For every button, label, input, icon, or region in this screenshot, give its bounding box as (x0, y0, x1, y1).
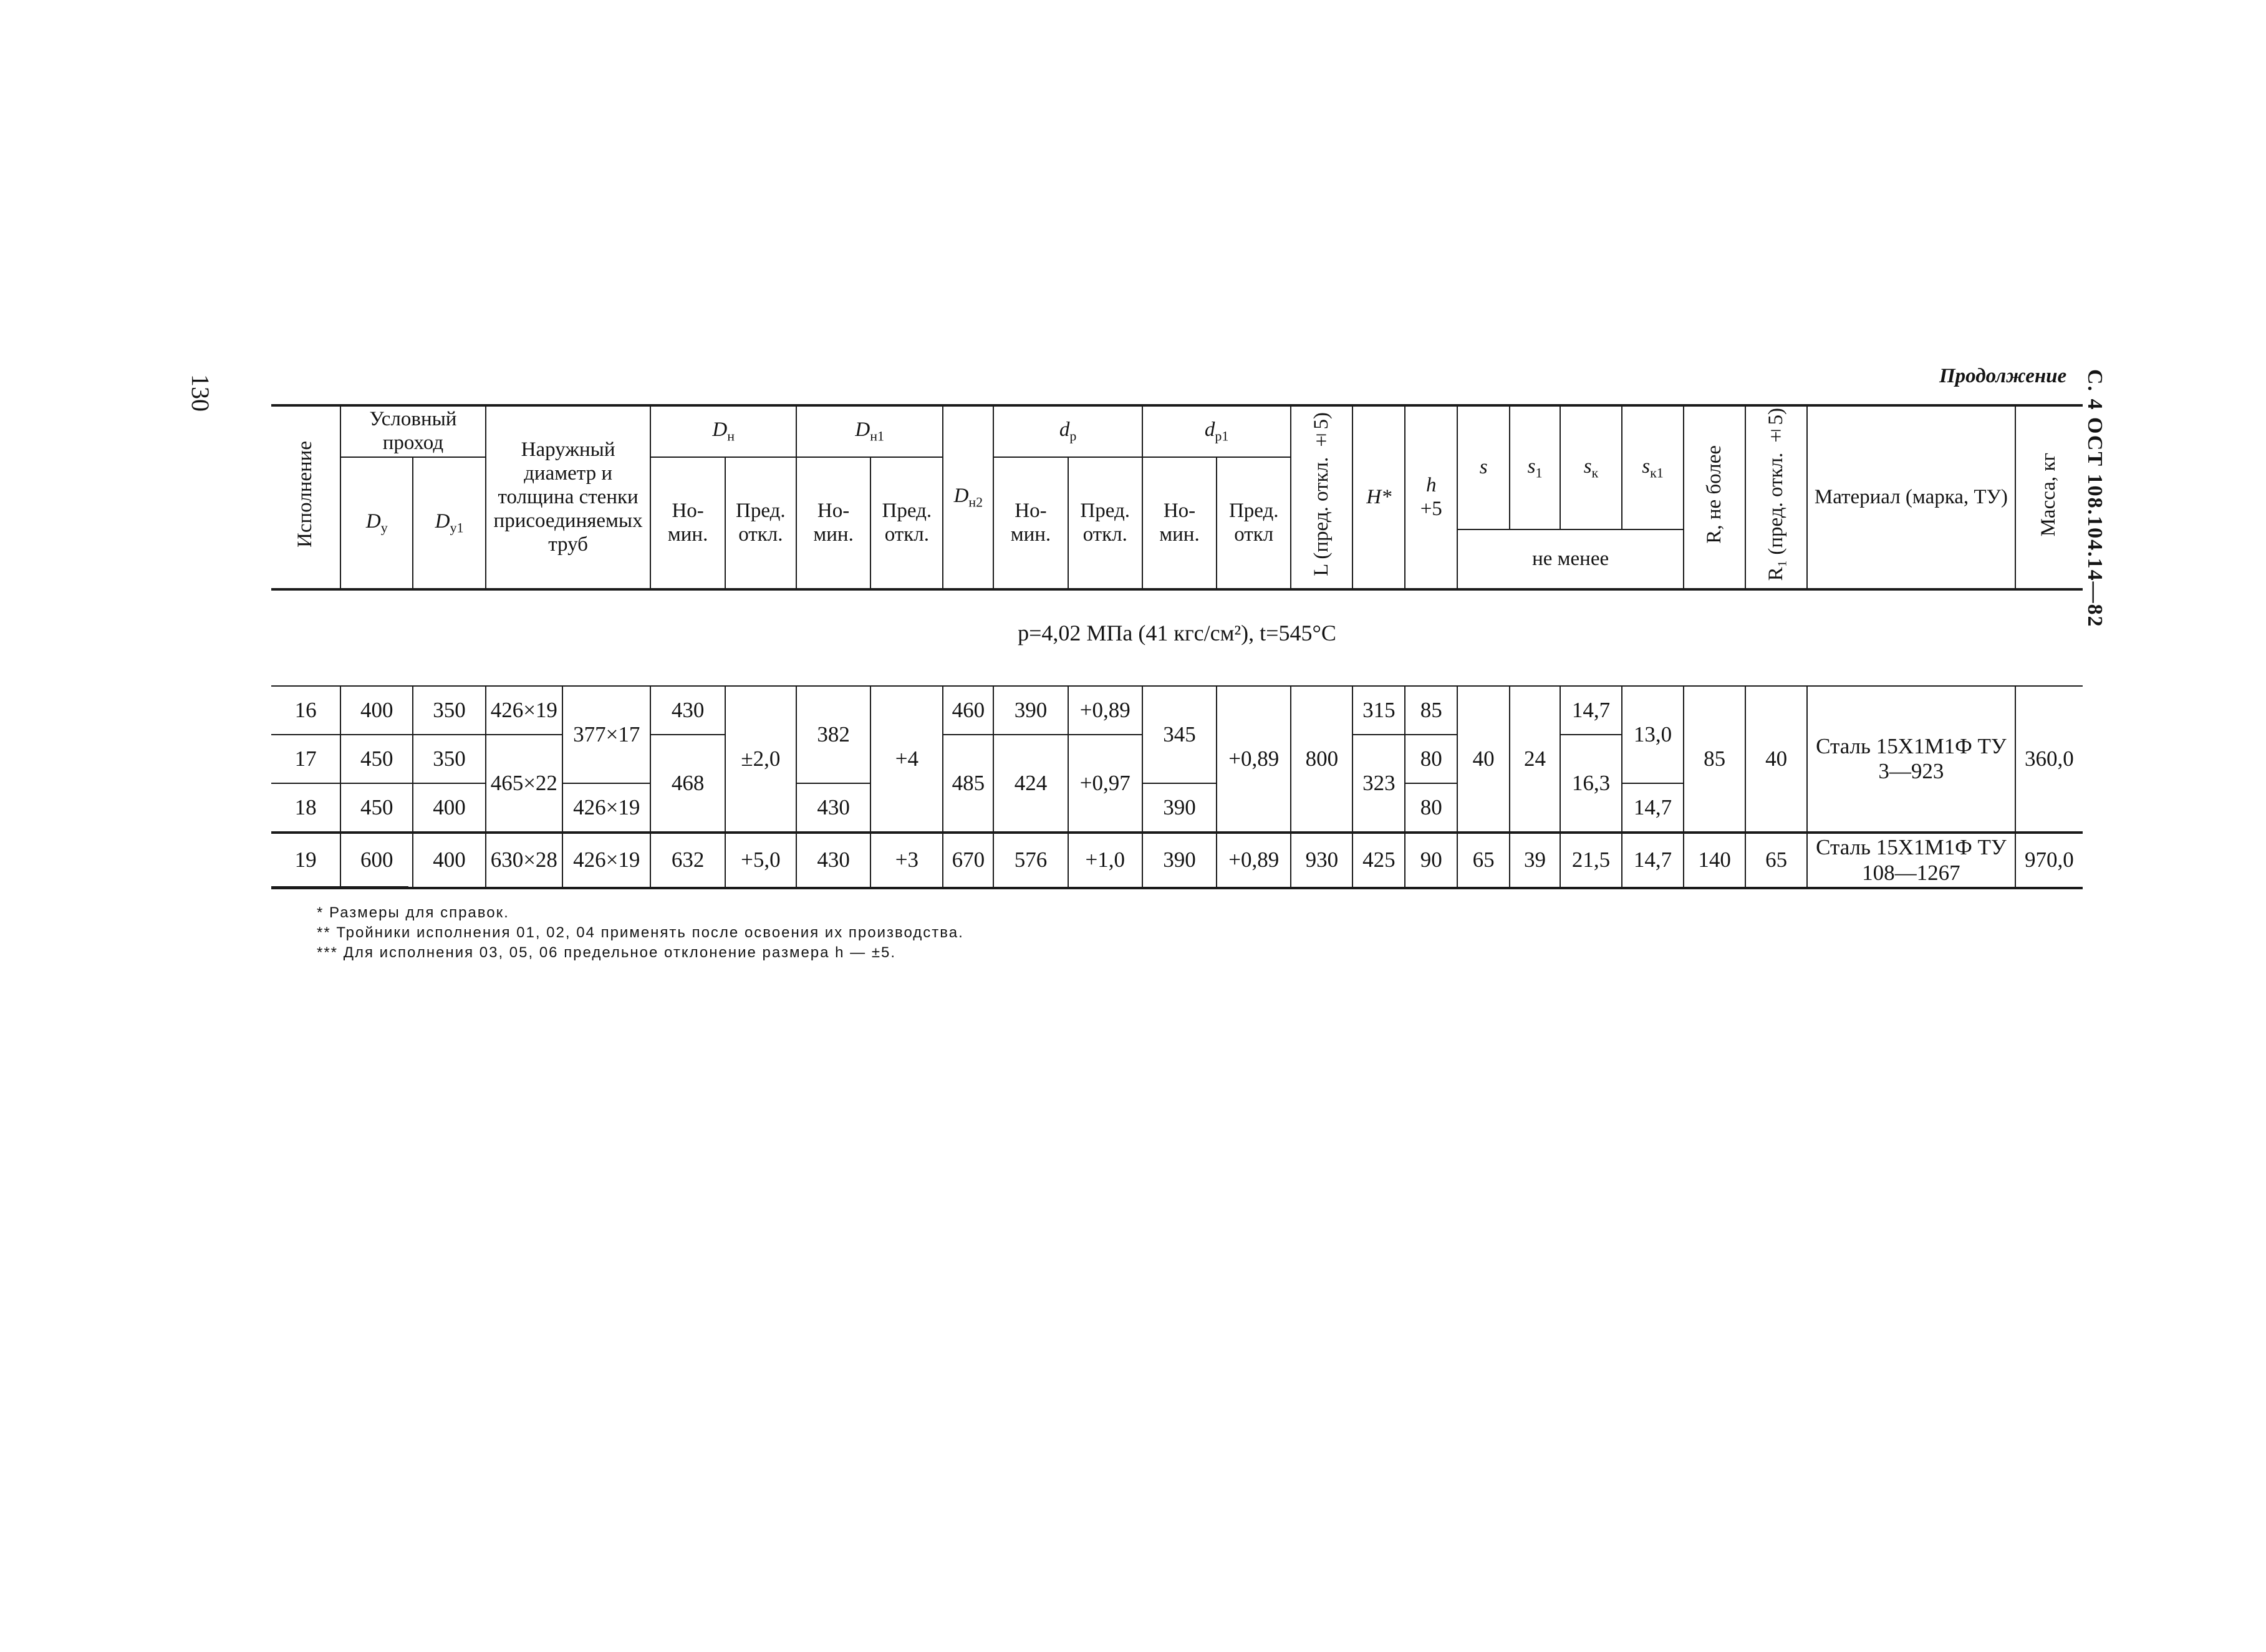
col-dp-pred: Пред. откл. (1068, 457, 1142, 589)
footnote-3: *** Для исполнения 03, 05, 06 предельное отклонение размера h — ±5. (317, 944, 897, 961)
col-dn2: $D_{н2}$ (943, 405, 993, 589)
col-dp: $d_р$ (993, 405, 1142, 457)
table-row: 18 450 400 426×19 430 390 80 14,7 (271, 783, 2083, 833)
col-dn-pred: Пред. откл. (725, 457, 796, 589)
col-L: L (пред. откл. ±5) (1291, 405, 1352, 589)
col-dy: $D_у$ (340, 457, 413, 589)
footnote-1: * Размеры для справок. (317, 904, 509, 921)
col-dn-nomin: Но-мин. (650, 457, 725, 589)
col-ne-menee: не менее (1457, 529, 1684, 589)
col-dn1-pred: Пред. откл. (870, 457, 943, 589)
col-dy1: $D_{у1}$ (413, 457, 485, 589)
footnote-2: ** Тройники исполнения 01, 02, 04 применять после освоения их производства. (317, 924, 964, 941)
col-sk: $s_к$ (1560, 405, 1622, 529)
col-dn1: $D_{н1}$ (796, 405, 943, 457)
col-s: s (1457, 405, 1510, 529)
pressure-band: p=4,02 МПа (41 кгс/см²), t=545°C (271, 589, 2083, 686)
col-dp1-nomin: Но-мин. (1142, 457, 1217, 589)
col-h: h +5 (1405, 405, 1457, 589)
continuation-label: Продолжение (1939, 365, 2067, 387)
col-R1: R₁ (пред. откл. ±5) (1745, 405, 1807, 589)
col-ispolnenie: Исполнение (271, 405, 340, 589)
col-dp1: $d_{р1}$ (1142, 405, 1291, 457)
col-sk1: $s_{к1}$ (1622, 405, 1684, 529)
col-R: R, не более (1684, 405, 1745, 589)
col-dn1-nomin: Но-мин. (796, 457, 870, 589)
col-naruzhny-diametr: Наружный диаметр и толщина стенки присоединяемых труб (486, 405, 651, 589)
col-massa: Масса, кг (2015, 405, 2083, 589)
document-header: С. 4 ОСТ 108.104.14—82 (2083, 369, 2106, 628)
table-row: 17 450 350 465×22 468 485 424 +0,97 323 80 16,3 (271, 735, 2083, 783)
col-dp1-pred: Пред. откл (1217, 457, 1291, 589)
col-H: H* (1352, 405, 1405, 589)
footnote-rule (271, 886, 408, 887)
dimensions-table (271, 404, 2083, 889)
col-material: Материал (марка, ТУ) (1807, 405, 2015, 589)
col-uslovny-prohod: Условный проход (340, 405, 485, 457)
col-dp-nomin: Но-мин. (993, 457, 1068, 589)
col-dn: $D_н$ (650, 405, 796, 457)
table-row: 16 400 350 426×19 377×17 430 ±2,0 382 +4 460 390 +0,89 345 +0,89 800 315 85 40 24 14,7 13,0 85 40 Сталь 15Х1М1Ф ТУ 3—923 360,0 (271, 686, 2083, 735)
col-s1: $s_1$ (1510, 405, 1560, 529)
footnotes (317, 903, 964, 963)
table-row: 19 600 400 630×28 426×19 632 +5,0 430 +3 670 576 +1,0 390 +0,89 930 425 90 65 39 21,5 14,7 140 65 Сталь 15Х1М1Ф ТУ 108—1267 970,0 (271, 833, 2083, 888)
page-number: 130 (186, 374, 215, 412)
